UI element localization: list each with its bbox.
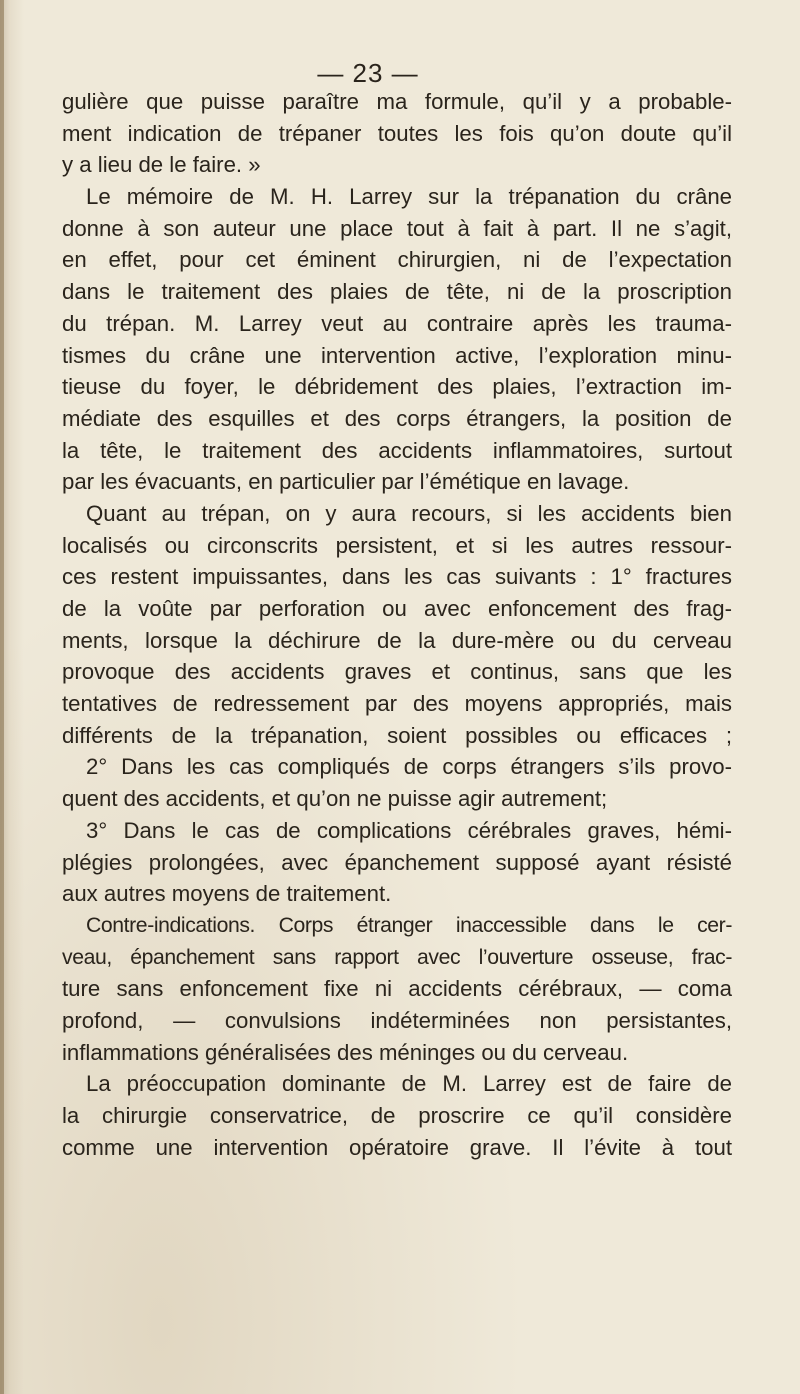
text-line: profond, — convulsions indéterminées non persistantes,	[62, 1007, 732, 1033]
page-binding-edge	[0, 0, 4, 1394]
text-line: gulière que puisse paraître ma formule, qu’il y a probable-	[62, 89, 732, 114]
text-line: provoque des accidents graves et continus, sans que les	[62, 659, 732, 685]
text-line: de la voûte par perforation ou avec enfoncement des frag-	[62, 596, 732, 621]
text-line: du trépan. M. Larrey veut au contraire après les trauma-	[62, 310, 732, 336]
text-line: quent des accidents, et qu’on ne puisse agir autrement;	[62, 786, 608, 812]
text-line: ments, lorsque la déchirure de la dure-mère ou du cerveau	[62, 627, 732, 653]
text-line: comme une intervention opératoire grave. Il l’évite à tout	[62, 1134, 732, 1160]
text-line: aux autres moyens de traitement.	[62, 881, 392, 907]
text-line: la chirurgie conservatrice, de proscrire ce qu’il considère	[62, 1103, 732, 1128]
text-line: La préoccupation dominante de M. Larrey est de faire de	[86, 1071, 732, 1097]
text-line: 2° Dans les cas compliqués de corps étrangers s’ils provo-	[86, 754, 732, 780]
text-line: tentatives de redressement par des moyens appropriés, mais	[62, 691, 732, 717]
text-line: ment indication de trépaner toutes les fois qu’on doute qu’il	[62, 120, 732, 146]
text-line: inflammations généralisées des méninges ou du cerveau.	[62, 1039, 629, 1065]
text-line: localisés ou circonscrits persistent, et si les autres ressour-	[62, 532, 732, 558]
text-line: donne à son auteur une place tout à fait à part. Il ne s’agit,	[62, 215, 732, 241]
text-line: par les évacuants, en particulier par l’émétique en lavage.	[62, 469, 630, 495]
text-line: Contre-indications. Corps étranger inaccessible dans le cer-	[86, 913, 732, 937]
body-text	[62, 86, 732, 1163]
text-line: Quant au trépan, on y aura recours, si les accidents bien	[86, 500, 732, 526]
page-number: — 23 —	[317, 58, 419, 88]
text-line: dans le traitement des plaies de tête, ni de la proscription	[62, 279, 732, 305]
text-line: Le mémoire de M. H. Larrey sur la trépanation du crâne	[86, 184, 732, 210]
text-line: tieuse du foyer, le débridement des plaies, l’extraction im-	[62, 374, 732, 400]
text-line: la tête, le traitement des accidents inflammatoires, surtout	[62, 437, 732, 463]
text-line: plégies prolongées, avec épanchement supposé ayant résisté	[62, 849, 732, 875]
text-line: ces restent impuissantes, dans les cas suivants : 1° fractures	[62, 564, 732, 590]
text-line: différents de la trépanation, soient possibles ou efficaces ;	[62, 722, 732, 748]
text-line: en effet, pour cet éminent chirurgien, ni de l’expectation	[62, 247, 732, 273]
text-line: médiate des esquilles et des corps étrangers, la position de	[62, 405, 732, 431]
text-line: y a lieu de le faire. »	[62, 152, 261, 178]
text-line: 3° Dans le cas de complications cérébrales graves, hémi-	[86, 817, 732, 843]
text-line: tismes du crâne une intervention active, l’exploration minu-	[62, 342, 732, 368]
text-line: ture sans enfoncement fixe ni accidents cérébraux, — coma	[62, 976, 732, 1002]
text-line: veau, épanchement sans rapport avec l’ouverture osseuse, frac-	[62, 945, 732, 969]
